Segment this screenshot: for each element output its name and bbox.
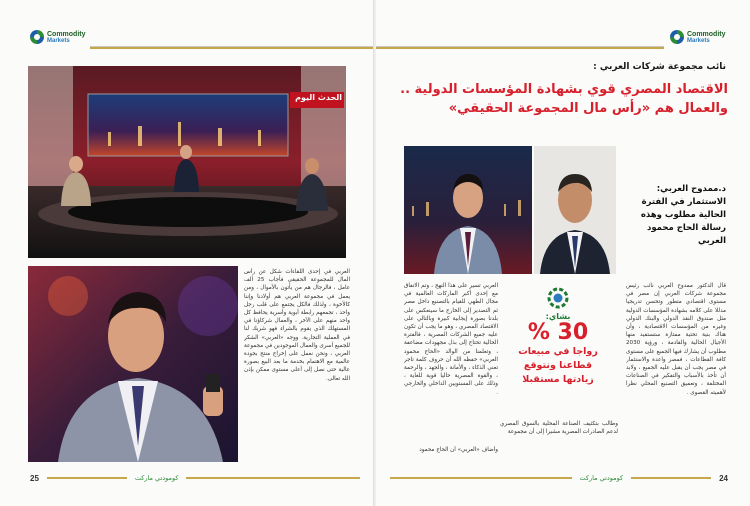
footer-rule-right (390, 477, 572, 479)
footer-rule-left (47, 477, 127, 479)
brand-logo (30, 30, 86, 44)
pull-quote-number: 30 % (527, 320, 589, 345)
footer-brand-left: كومودتي ماركت (134, 474, 179, 482)
page-number-right: 24 (719, 473, 728, 483)
article-headline (388, 80, 728, 118)
footer-brand-right: كومودتي ماركت (579, 474, 624, 482)
guest-portrait-photo (534, 146, 616, 274)
gear-icon (546, 286, 570, 310)
pull-quote-line-1: رواجا في مبيعات (518, 346, 598, 357)
article-subhead: د.ممدوح العربي: الاستثمار في الفترة الحالية مطلوب وهذه رسالة الحاج محمود العربي (640, 184, 726, 246)
article-column-left: العربي في إحدى اللقاءات شكل عن رأس المال للمجموعة الحقيقي فأجاب 25 ألف عامل ، فالرجال هم من يأتون بالأموال ، ومن يعمل في مجموعة العربي هم أولادنا وإننا كالأخوة ، ولذلك فالكل يجتمع على قلب رجل واحد ، تجمعهم رابطة أبوية وأسرية يحافظ كل واحد منهم على الآخر ، والعمال شركاؤنا في المستهلك الذي يقوم بالشراء فهو شريك لنا في العملية التجارية. ووجه «العربي» الشكر للجميع أسرى والعمال الموجودين في مجموعة العربي ، ونحن نعمل على إخراج منتج بجودة عالمية مع الاهتمام بخدمة ما بعد البيع بصورة عالية حتى نصل إلى أعلى مستوى ممكن بإذن الله تعالى. (244, 269, 350, 382)
article-kicker: نائب مجموعة شركات العربي : (593, 62, 726, 72)
tv-channel-label: الحدث اليوم (295, 93, 342, 102)
page-number-left: 25 (30, 473, 39, 483)
left-footer (30, 470, 360, 486)
left-page (0, 0, 374, 506)
header-gold-rule-right (376, 47, 664, 49)
tv-studio-photo (28, 66, 346, 258)
right-footer (390, 470, 728, 486)
logo-gear-icon-right (670, 30, 684, 44)
headline-line-1: الاقتصاد المصري قوي بشهادة المؤسسات الدولية .. (400, 82, 728, 97)
article-column-middle-bottom: وطالب بتكثيف الصناعة المحلية بالسوق المصري لدعم الصادرات المصرية مشيرا إلى أن مجموعة (500, 421, 618, 436)
right-page (376, 0, 750, 506)
logo-gear-icon (30, 30, 44, 44)
headline-line-2: والعمال هم «رأس مال المجموعة الحقيقي» (448, 101, 728, 116)
brand-sub-right: Markets (687, 37, 710, 44)
speaker-portrait-photo (28, 266, 238, 462)
host-photo (404, 146, 532, 274)
article-column-right: قال الدكتور ممدوح العربي نائب رئيس مجموعة شركات العربي إن مصر في مستوى اقتصادي متطور وتحسن تدريجيا مدللا على كلامه بشهادة المؤسسات الدولية مثل صندوق النقد الدولي والبنك الدولي وغيره من المؤسسات الاقتصادية ، وأن هناك بنية تحتية ممتازة ستستفيد منها الأجيال الحالية والقادمة ، ورؤية 2030 مطلوب أن يشارك فيها الجميع على مستوى كافة القطاعات ، فمصر واعدة والاستثمار في مصر يجب أن يقبل عليه الجميع ، ولابد أن تأخذ بالأسباب والتفكير في الصناعات المختلفة ، وتعميق التصنيع المحلي نظرا لأهميته القصوى . (626, 283, 726, 396)
pull-quote (500, 286, 616, 387)
pull-quote-name: بشاي: (545, 312, 571, 321)
header-gold-rule (90, 47, 374, 49)
brand-sub: Markets (47, 37, 70, 44)
brand-name: Commodity (47, 30, 86, 38)
article-column-middle-tail: وأضاف «العربي» أن الحاج محمود (419, 447, 498, 453)
brand-logo-right (670, 30, 726, 44)
pull-quote-line-3: زيادتها مستقبلا (522, 374, 594, 385)
footer-rule-left-2 (186, 477, 360, 479)
brand-name-right: Commodity (687, 30, 726, 38)
article-column-middle-top: العربي تسير على هذا النهج ، وتم الاتفاق مع إحدى أكبر الماركات العالمية في مجال الطهي للقيام بالتصنيع داخل مصر ثم التصدير إلى الخارج ما سينعكس على بلدنا بصورة إيجابية كبيرة وبالتالي على الاقتصاد المصري ، وهو ما يجب أن تكون عليه جميع الشركات المصرية ، فالفترة الحالية تحتاج إلى بذل مجهودات مضاعفة ، وتعلمنا من الوالد «الحاج محمود العربي» حفظه الله أن حروف كلمة تاجر تعني الذكاء ، والأمانة ، والجهد ، والرحمة ، والقوة المصرية حاليا قوية للغاية ، وذلك على المستويين الداخلي والخارجي . (404, 283, 498, 396)
footer-rule-right-2 (631, 477, 711, 479)
pull-quote-line-2: قطاعنا ونتوقع (523, 360, 593, 371)
